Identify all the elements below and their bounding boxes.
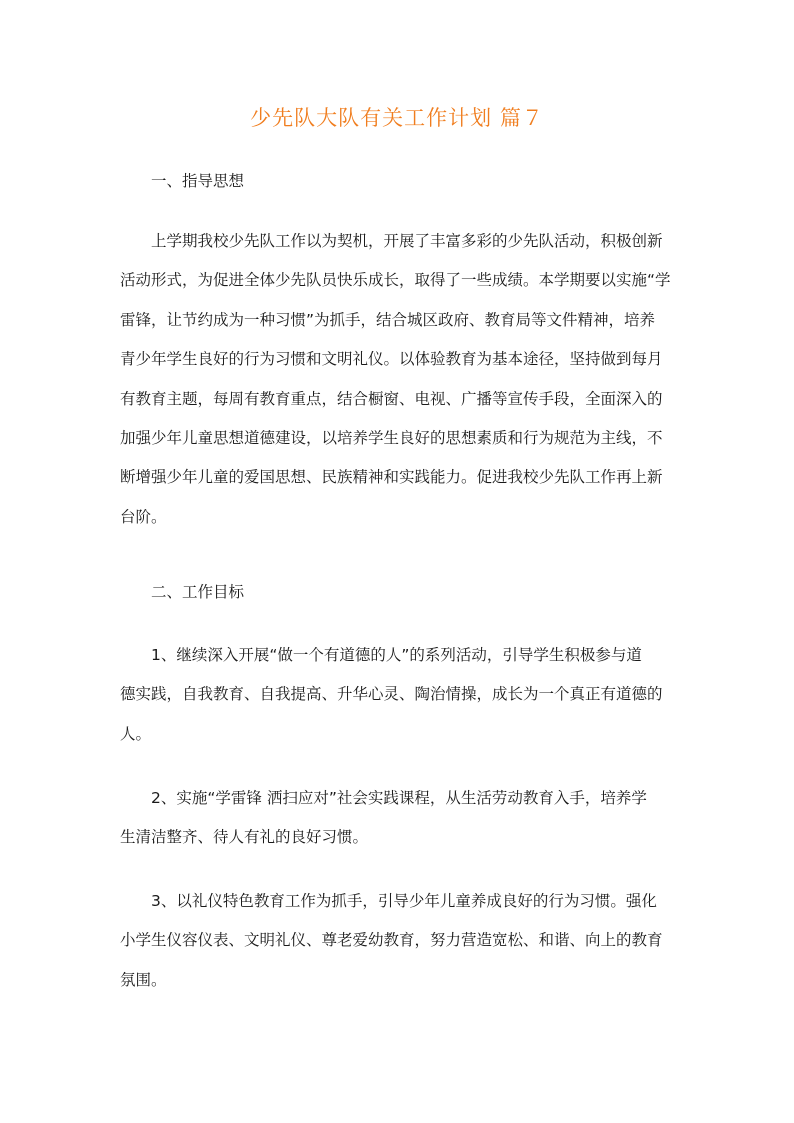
section-heading-guiding-thought: 一、指导思想 — [151, 172, 245, 190]
paragraph-line: 活动形式，为促进全体少先队员快乐成长，取得了一些成绩。本学期要以实施“学 — [120, 271, 671, 290]
paragraph-goal-3 — [120, 882, 676, 1000]
paragraph-line: 1、继续深入开展“做一个有道德的人”的系列活动，引导学生积极参与道 — [151, 646, 642, 664]
document-title: 少先队大队有关工作计划 篇７ — [250, 106, 544, 130]
paragraph-line: 有教育主题，每周有教育重点，结合橱窗、电视、广播等宣传手段，全面深入的 — [120, 389, 663, 408]
paragraph-line: 雷锋，让节约成为一种习惯”为抓手，结合城区政府、教育局等文件精神，培养 — [120, 310, 656, 329]
paragraph-line: 3、以礼仪特色教育工作为抓手，引导少年儿童养成良好的行为习惯。强化 — [151, 892, 657, 910]
paragraph-line: 生清洁整齐、待人有礼的良好习惯。 — [120, 828, 369, 847]
paragraph-guiding-thought — [120, 222, 676, 537]
paragraph-line: 氛围。 — [120, 970, 167, 989]
paragraph-line: 小学生仪容仪表、文明礼仪、尊老爱幼教育，努力营造宽松、和谐、向上的教育 — [120, 931, 663, 950]
paragraph-line: 断增强少年儿童的爱国思想、民族精神和实践能力。促进我校少先队工作再上新 — [120, 468, 663, 487]
paragraph-line: 上学期我校少先队工作以为契机，开展了丰富多彩的少先队活动，积极创新 — [151, 232, 663, 250]
paragraph-line: 青少年学生良好的行为习惯和文明礼仪。以体验教育为基本途径，坚持做到每月 — [120, 350, 663, 369]
paragraph-line: 人。 — [120, 724, 152, 743]
paragraph-line: 台阶。 — [120, 507, 167, 526]
paragraph-line: 加强少年儿童思想道德建设，以培养学生良好的思想素质和行为规范为主线，不 — [120, 429, 663, 448]
paragraph-goal-1 — [120, 636, 676, 754]
paragraph-line: 2、实施“学雷锋 洒扫应对”社会实践课程，从生活劳动教育入手，培养学 — [151, 789, 647, 807]
section-heading-work-goals: 二、工作目标 — [151, 583, 245, 601]
paragraph-goal-2 — [120, 779, 676, 858]
paragraph-line: 德实践，自我教育、自我提高、升华心灵、陶治情操，成长为一个真正有道德的 — [120, 685, 663, 704]
